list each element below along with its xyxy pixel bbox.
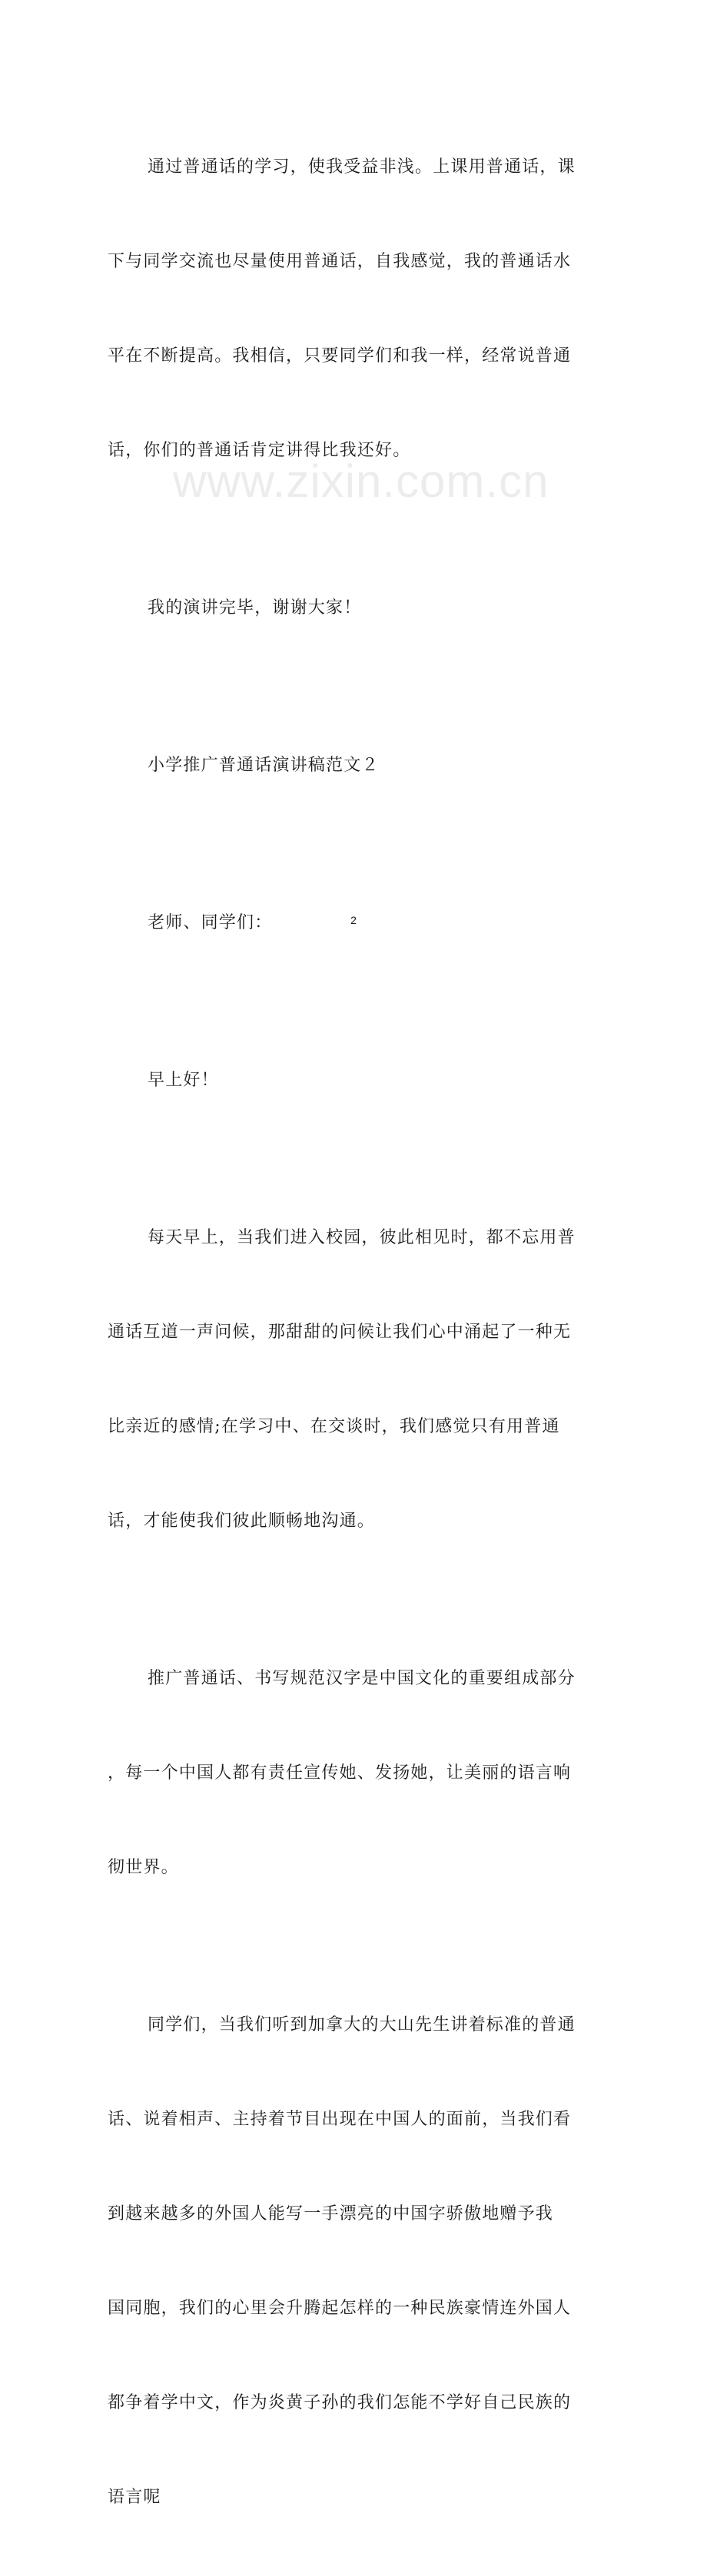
text-line: 我的演讲完毕，谢谢大家！ bbox=[148, 598, 362, 618]
paragraph bbox=[108, 1159, 599, 1600]
text-line: 老师、同学们： bbox=[148, 913, 273, 932]
text-line: 通过普通话的学习，使我受益非浅。上课用普通话，课 bbox=[148, 157, 576, 177]
text-line: 都争着学中文，作为炎黄子孙的我们怎能不学好自己民族的 bbox=[108, 2393, 572, 2412]
watermark: www.zixin.com.cn bbox=[173, 455, 549, 507]
text-line: 推广普通话、书写规范汉字是中国文化的重要组成部分 bbox=[148, 1669, 576, 1688]
text-line: 话，才能使我们彼此顺畅地沟通。 bbox=[108, 1511, 376, 1531]
text-line: 到越来越多的外国人能写一手漂亮的中国字骄傲地赠予我 bbox=[108, 2204, 554, 2223]
text-line: 国同胞，我们的心里会升腾起怎样的一种民族豪情连外国人 bbox=[108, 2299, 572, 2318]
text-line: 比亲近的感情;在学习中、在交谈时，我们感觉只有用普通 bbox=[108, 1417, 560, 1436]
text-line: 下与同学交流也尽量使用普通话，自我感觉，我的普通话水 bbox=[108, 252, 572, 271]
text-line: 同学们，当我们听到加拿大的大山先生讲着标准的普通 bbox=[148, 2015, 576, 2035]
text-line: 每天早上，当我们进入校园，彼此相见时，都不忘用普 bbox=[148, 1228, 576, 1247]
text-line: 通话互道一声问候，那甜甜的问候让我们心中涌起了一种无 bbox=[108, 1323, 572, 1342]
paragraph bbox=[108, 88, 599, 529]
paragraph bbox=[108, 529, 599, 687]
text-line: ，每一个中国人都有责任宣传她、发扬她，让美丽的语言响 bbox=[108, 1763, 572, 1783]
document-body bbox=[108, 88, 599, 2576]
paragraph bbox=[108, 1946, 599, 2576]
section-title bbox=[108, 687, 599, 844]
page-number: 2 bbox=[350, 914, 357, 926]
paragraph bbox=[108, 1600, 599, 1946]
text-line: 话，你们的普通话肯定讲得比我还好。 bbox=[108, 441, 411, 460]
greeting bbox=[108, 1002, 599, 1159]
text-line: 语言呢 bbox=[108, 2488, 161, 2507]
text-line: 话、说着相声、主持着节目出现在中国人的面前，当我们看 bbox=[108, 2110, 572, 2129]
text-line: 彻世界。 bbox=[108, 1858, 179, 1877]
text-line: 早上好！ bbox=[148, 1071, 219, 1090]
text-line: 平在不断提高。我相信，只要同学们和我一样，经常说普通 bbox=[108, 346, 572, 366]
text-line: 小学推广普通话演讲稿范文２ bbox=[148, 756, 380, 775]
